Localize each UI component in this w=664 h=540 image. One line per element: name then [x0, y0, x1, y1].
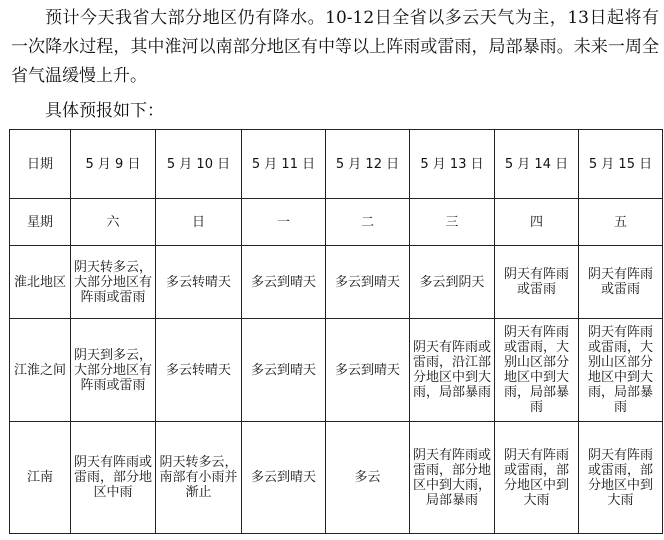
- forecast-cell: 多云到晴天: [326, 319, 410, 422]
- region-row-jiangnan: [10, 422, 663, 534]
- weekday-cell: 二: [326, 199, 410, 246]
- forecast-cell: 阴天有阵雨或雷雨，部分地区中到大雨: [579, 422, 663, 534]
- intro-paragraph: 预计今天我省大部分地区仍有降水。10-12日全省以多云天气为主，13日起将有一次降水过程，其中淮河以南部分地区有中等以上阵雨或雷雨，局部暴雨。未来一周全省气温缓慢上升。: [11, 8, 659, 86]
- forecast-cell: 阴天转多云，南部有小雨并渐止: [156, 422, 242, 534]
- weekday-cell: 日: [156, 199, 242, 246]
- forecast-cell: 阴天有阵雨或雷雨，大别山区部分地区中到大雨，局部暴雨: [495, 319, 579, 422]
- region-row-jianghuai: [10, 319, 663, 422]
- region-label: 江淮之间: [10, 319, 71, 422]
- forecast-cell: 阴天有阵雨或雷雨，大别山区部分地区中到大雨，局部暴雨: [579, 319, 663, 422]
- weekday-header: 星期: [10, 199, 71, 246]
- forecast-cell: 阴天有阵雨或雷雨，沿江部分地区中到大雨，局部暴雨: [410, 319, 495, 422]
- forecast-table: [9, 129, 663, 534]
- date-cell: 5 月 10 日: [156, 130, 242, 199]
- weekday-cell: 五: [579, 199, 663, 246]
- date-cell: 5 月 9 日: [71, 130, 156, 199]
- date-header: 日期: [10, 130, 71, 199]
- forecast-cell: 多云到阴天: [410, 246, 495, 319]
- weekday-cell: 四: [495, 199, 579, 246]
- date-cell: 5 月 15 日: [579, 130, 663, 199]
- forecast-cell: 阴天转多云，大部分地区有阵雨或雷雨: [71, 246, 156, 319]
- forecast-cell: 阴天有阵雨或雷雨，部分地区中雨: [71, 422, 156, 534]
- forecast-lead: 具体预报如下：: [45, 101, 164, 121]
- forecast-cell: 阴天有阵雨或雷雨，部分地区中到大雨: [495, 422, 579, 534]
- region-row-huaibei: [10, 246, 663, 319]
- forecast-cell: 多云到晴天: [242, 422, 326, 534]
- date-cell: 5 月 14 日: [495, 130, 579, 199]
- weekday-cell: 一: [242, 199, 326, 246]
- forecast-cell: 多云转晴天: [156, 319, 242, 422]
- forecast-cell: 阴天有阵雨或雷雨: [495, 246, 579, 319]
- region-label: 淮北地区: [10, 246, 71, 319]
- region-label: 江南: [10, 422, 71, 534]
- weekday-row: [10, 199, 663, 246]
- weekday-cell: 三: [410, 199, 495, 246]
- forecast-cell: 阴天有阵雨或雷雨: [579, 246, 663, 319]
- forecast-cell: 阴天有阵雨或雷雨，部分地区中到大雨，局部暴雨: [410, 422, 495, 534]
- date-cell: 5 月 12 日: [326, 130, 410, 199]
- forecast-cell: 多云转晴天: [156, 246, 242, 319]
- date-cell: 5 月 13 日: [410, 130, 495, 199]
- forecast-cell: 多云到晴天: [242, 319, 326, 422]
- forecast-cell: 多云到晴天: [242, 246, 326, 319]
- date-cell: 5 月 11 日: [242, 130, 326, 199]
- date-row: [10, 130, 663, 199]
- weekday-cell: 六: [71, 199, 156, 246]
- forecast-cell: 多云到晴天: [326, 246, 410, 319]
- forecast-cell: 多云: [326, 422, 410, 534]
- forecast-cell: 阴天到多云，大部分地区有阵雨或雷雨: [71, 319, 156, 422]
